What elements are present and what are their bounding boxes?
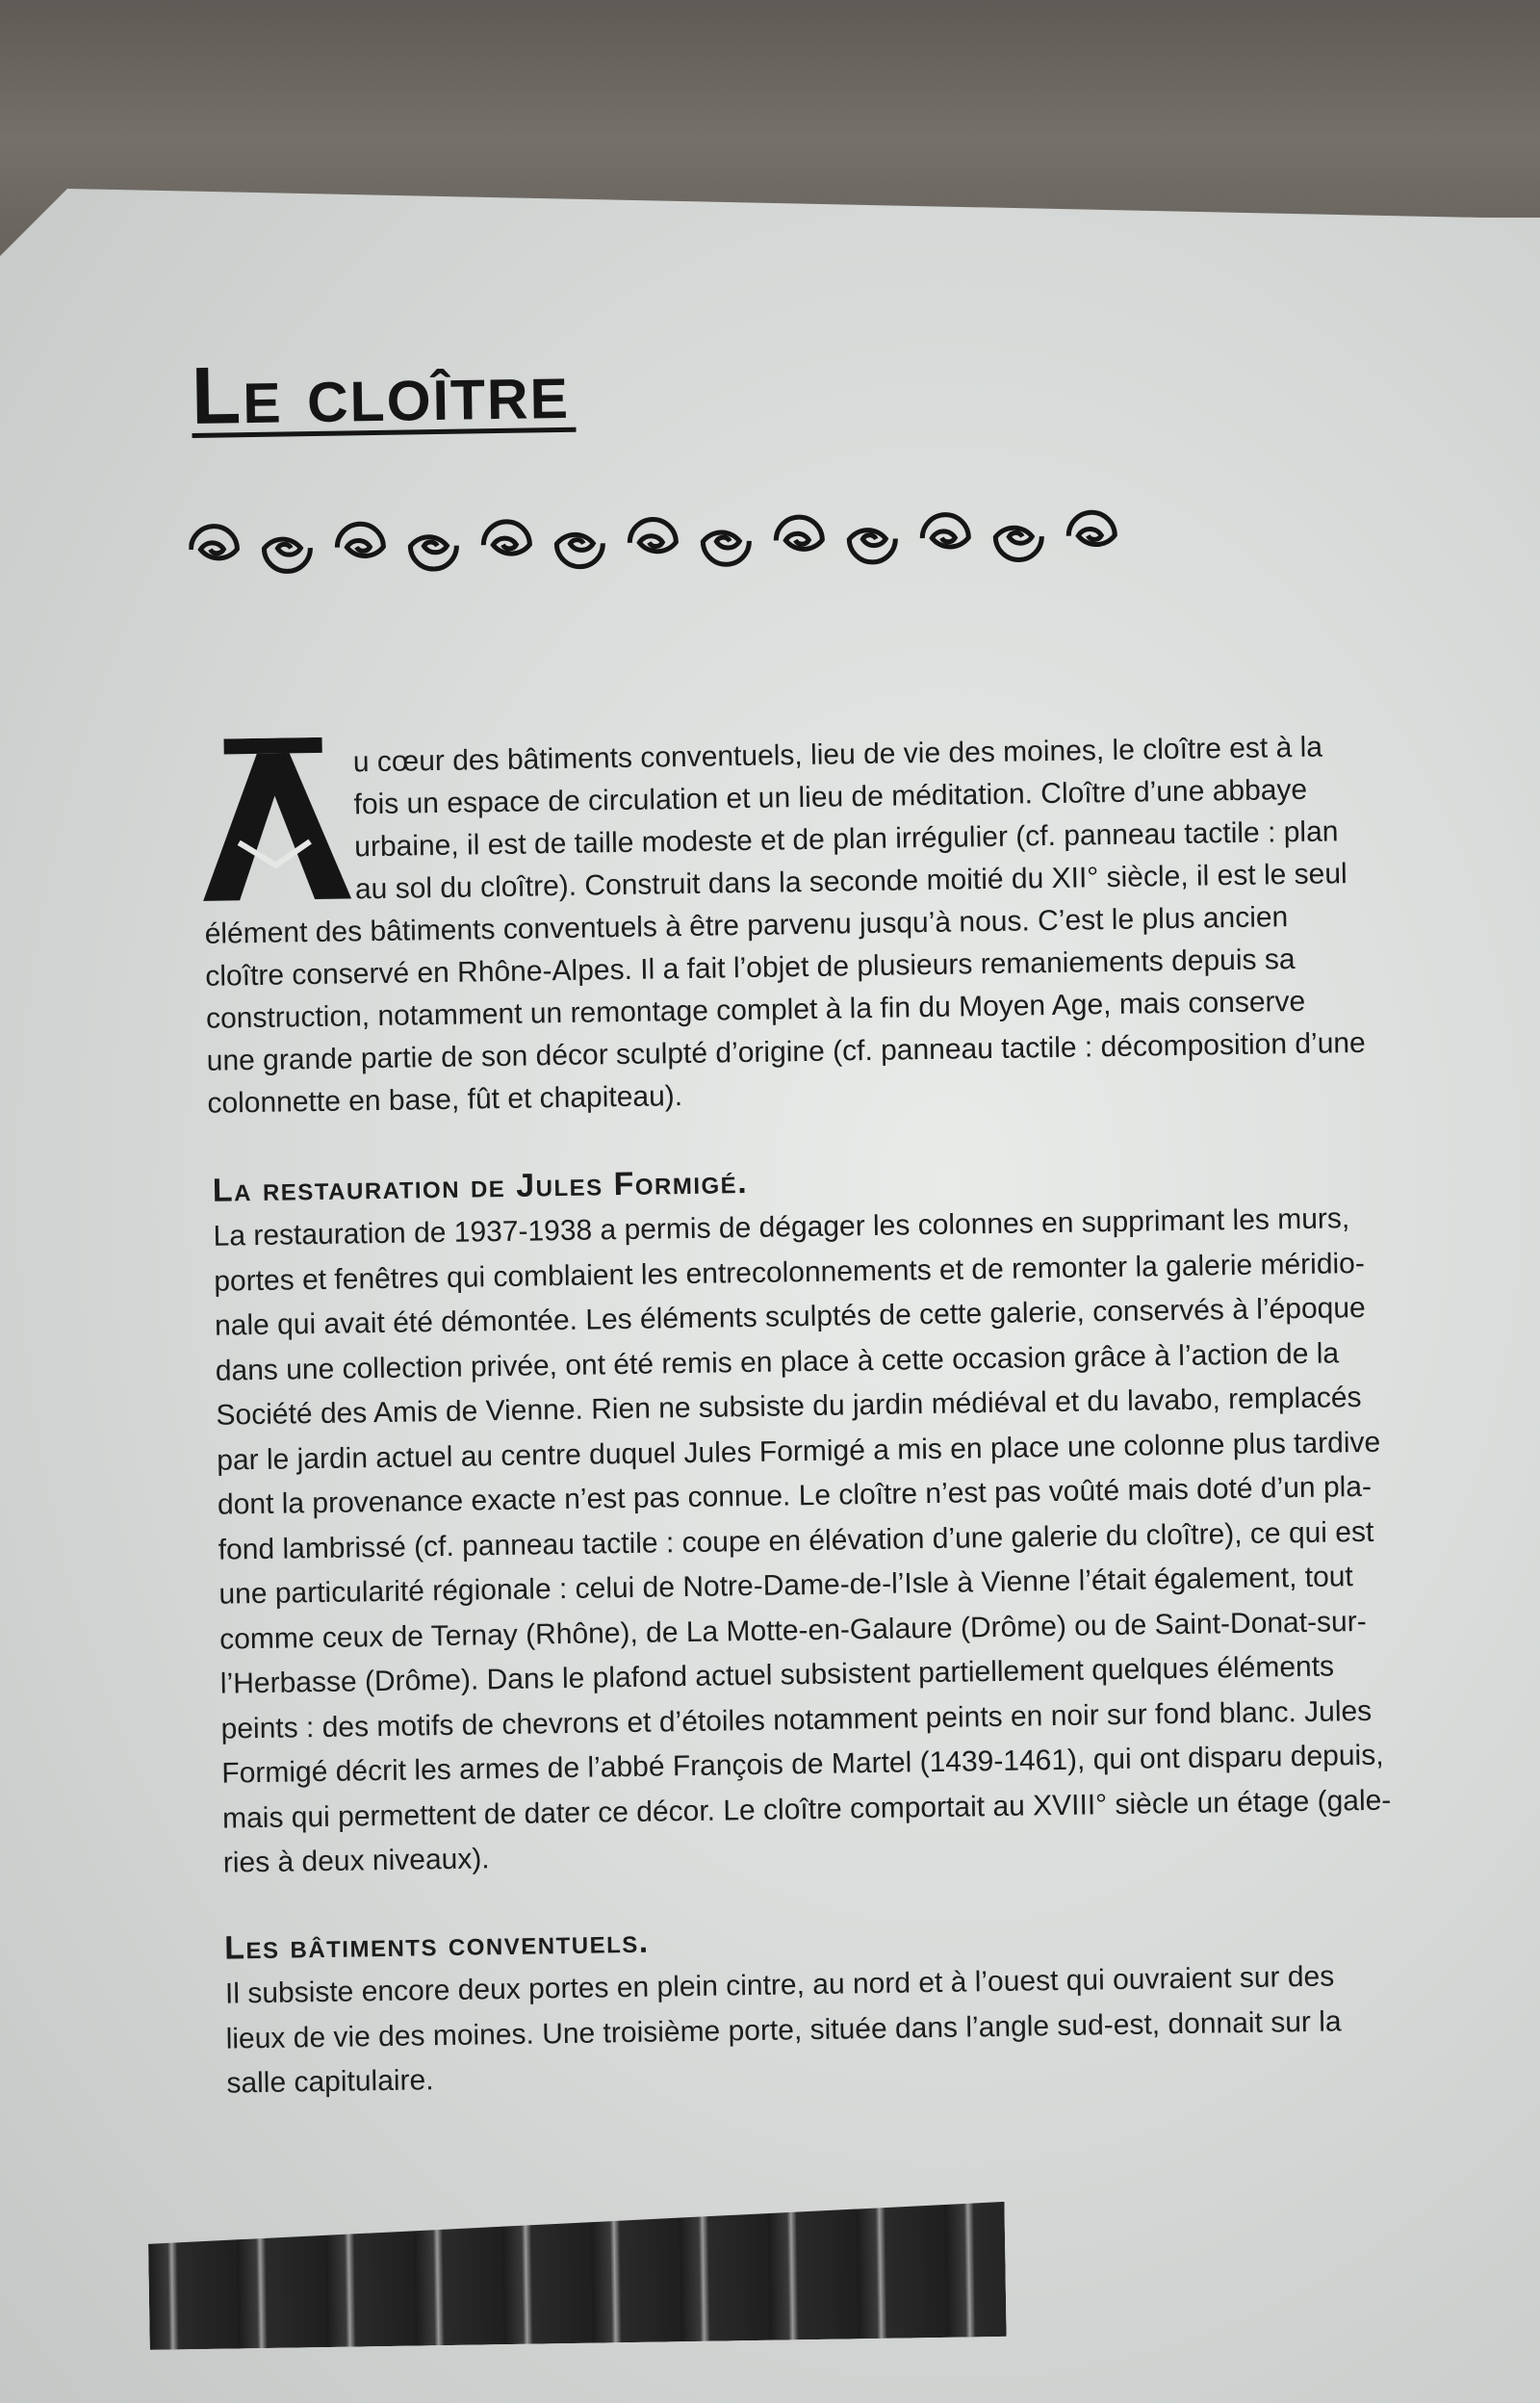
spiral-icon: [629, 519, 677, 552]
intro-text-line: urbaine, il est de taille modeste et de plan irrégulier (cf. panneau tactile : plan: [354, 815, 1339, 864]
section-text-line: une particularité régionale : celui de Notre-Dame-de-l’Isle à Vienne l’était également, tout: [218, 1561, 1354, 1611]
spiral-icon: [1068, 512, 1116, 545]
section-text-line: par le jardin actuel au centre duquel Jules Formigé a mis en place une colonne plus tardive: [217, 1426, 1381, 1477]
intro-text-line: u cœur des bâtiments conventuels, lieu de vie des moines, le cloître est à la: [352, 731, 1323, 779]
section-text-line: mais qui permettent de dater ce décor. Le cloître comportait au XVIII° siècle un étage (gale-: [221, 1784, 1392, 1835]
section-text-line: ries à deux niveaux).: [222, 1843, 490, 1879]
intro-text-line: construction, notamment un remontage complet à la fin du Moyen Age, mais conserve: [205, 985, 1306, 1035]
section-text-line: dont la provenance exacte n’est pas connue. Le cloître n’est pas voûté mais doté d’un pla-: [217, 1470, 1373, 1521]
spiral-icon: [703, 532, 750, 565]
section-text-line: nale qui avait été démontée. Les éléments sculptés de cette galerie, conservés à l’époque: [214, 1291, 1366, 1342]
spiral-icon: [337, 524, 384, 556]
section-text-line: salle capitulaire.: [226, 2064, 434, 2100]
section-text-line: comme ceux de Ternay (Rhône), de La Motte-en-Galaure (Drôme) ou de Saint-Donat-sur-: [218, 1605, 1367, 1656]
spiral-wave-border-icon: [189, 503, 1152, 581]
intro-text-line: élément des bâtiments conventuels à être parvenu jusqu’à nous. C’est le plus ancien: [204, 901, 1289, 950]
section-text-line: portes et fenêtres qui comblaient les entrecolonnements et de remonter la galerie méridio-: [214, 1247, 1366, 1298]
section-text-line: Il subsiste encore deux portes en plein cintre, au nord et à l’ouest qui ouvraient sur des: [224, 1960, 1335, 2010]
section-heading: La restauration de Jules Formigé.: [212, 1163, 749, 1209]
section-text-line: Formigé décrit les armes de l’abbé François de Martel (1439-1461), qui ont disparu depuis,: [221, 1739, 1384, 1790]
section-text-line: l’Herbasse (Drôme). Dans le plafond actuel subsistent partiellement quelques éléments: [219, 1650, 1335, 1700]
intro-text-line: fois un espace de circulation et un lieu de méditation. Cloître d’une abbaye: [353, 773, 1308, 821]
section-text-line: La restauration de 1937-1938 a permis de dégager les colonnes en supprimant les murs,: [213, 1202, 1350, 1253]
section-heading: Les bâtiments conventuels.: [223, 1923, 650, 1967]
spiral-icon: [191, 526, 238, 558]
spiral-icon: [995, 528, 1042, 560]
section-text-line: fond lambrissé (cf. panneau tactile : coupe en élévation d’une galerie du cloître), ce qui est: [218, 1515, 1374, 1566]
spiral-icon: [264, 539, 311, 572]
page-title: Le cloître: [191, 352, 576, 438]
section-text-line: Société des Amis de Vienne. Rien ne subsiste du jardin médiéval et du lavabo, remplacés: [216, 1382, 1362, 1432]
section-text-line: lieux de vie des moines. Une troisième porte, située dans l’angle sud-est, donnait sur la: [225, 2004, 1342, 2055]
intro-text-line: au sol du cloître). Construit dans la seconde moitié du XII° siècle, il est le seul: [354, 858, 1348, 906]
intro-text-line: colonnette en base, fût et chapiteau).: [207, 1080, 683, 1120]
spiral-icon: [776, 517, 823, 550]
carved-ceiling-photo: [148, 2202, 1007, 2350]
intro-text-line: cloître conservé en Rhône-Alpes. Il a fait l’objet de plusieurs remaniements depuis sa: [205, 943, 1296, 993]
dropcap-a-icon: [196, 736, 353, 902]
spiral-icon: [849, 530, 896, 562]
spiral-icon: [483, 521, 530, 554]
spiral-icon: [410, 536, 457, 569]
spiral-icon: [556, 534, 603, 567]
section-text-line: dans une collection privée, ont été remis en place à cette occasion grâce à l’action de la: [215, 1336, 1340, 1387]
spiral-icon: [922, 514, 969, 547]
section-text-line: peints : des motifs de chevrons et d’étoiles notamment peints en noir sur fond blanc. Jules: [220, 1694, 1373, 1745]
intro-text-line: une grande partie de son décor sculpté d’origine (cf. panneau tactile : décomposition d’une: [206, 1026, 1366, 1077]
